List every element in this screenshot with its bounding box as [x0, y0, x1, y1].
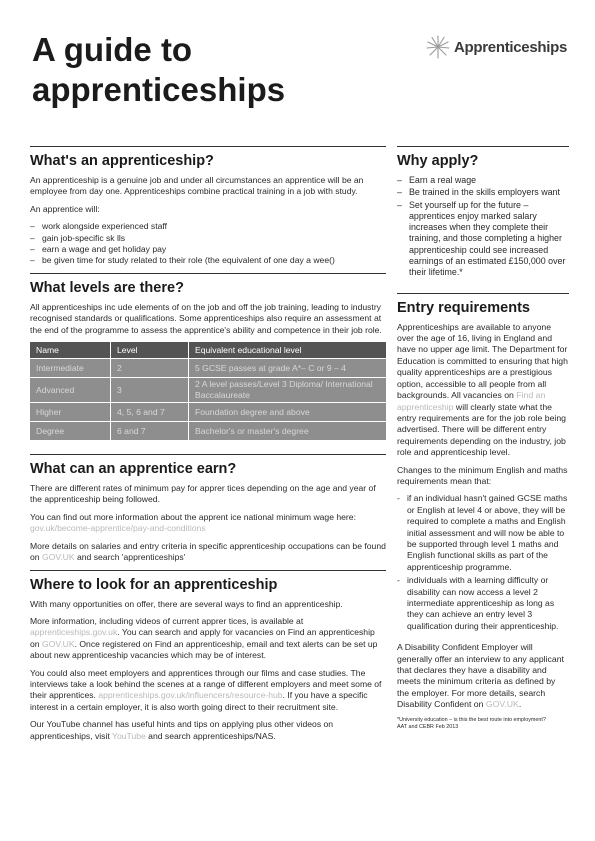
section-why-apply [397, 146, 569, 279]
paragraph: Changes to the minimum English and maths requirements mean that: [397, 464, 568, 486]
starburst-icon [425, 34, 451, 60]
text: . You can search and apply for vacancies on Find an apprenticeship on [30, 627, 375, 649]
table-cell: Foundation degree and above [189, 402, 386, 421]
youtube-link[interactable]: YouTube [112, 730, 146, 741]
text: . If you have a specific interest in a certain employer, it is also worth going direct to their recruitment site. [30, 690, 368, 712]
paragraph: There are different rates of minimum pay for apprer tices depending on the age and year of the apprenticeship being followed. [30, 483, 376, 505]
right-column [397, 146, 569, 737]
paragraph [397, 322, 569, 459]
table-cell: 2 [111, 358, 189, 377]
table-cell: 5 GCSE passes at grade A*– C or 9 – 4 [189, 358, 386, 377]
section-heading: Entry requirements [397, 299, 530, 316]
text: You could also meet employers and apprentices through our films and case studies. The interviews take a look behind the scenes at a range of different employers and meet some of their apprentices. [30, 667, 382, 701]
section-heading: What can an apprentice earn? [30, 461, 237, 478]
table-cell: Bachelor's or master's degree [189, 421, 386, 440]
list-item: – Be trained in the skills employers want [397, 187, 569, 198]
table-cell: 3 [111, 377, 189, 402]
paragraph [30, 668, 386, 714]
text: . Once registered on Find an apprenticeship, email and text alerts can be set up about new apprenticeship vacancies which may be of interest. [30, 638, 378, 661]
paragraph [30, 719, 386, 742]
footnote [397, 717, 569, 731]
table-header-row [30, 342, 386, 358]
table-row [30, 421, 386, 440]
text: You can find out more information about the apprent ice national minimum wage here: [30, 511, 356, 522]
gov-uk-link[interactable]: GOV.UK [41, 552, 75, 563]
section-heading: What's an apprenticeship? [30, 153, 214, 169]
text: Apprenticeships are available to anyone over the age of 16, living in England and have no upper age limit. The Department for Education is committed to ensuring that high quality apprenticeships are a prestigious option, accessible to all people from all backgrounds. All vacancies on [397, 321, 568, 401]
apprenticeships-site-link[interactable]: apprenticeships.gov.uk [30, 627, 118, 638]
table-cell: Higher [30, 402, 111, 421]
table-row [30, 358, 386, 377]
requirements-list [397, 493, 569, 632]
table-cell: Degree [30, 421, 111, 440]
list-item: – gain job-specific sk lls [30, 233, 386, 244]
text: Our YouTube channel has useful hints and tips on applying plus other videos on apprenticeships, visit [30, 719, 334, 741]
paragraph: An apprenticeship is a genuine job and under all circumstances an apprentice will be an employee from day one. Apprenticeships combine practical training in a job with study. [30, 175, 364, 197]
page-title [32, 30, 362, 110]
section-whats-an-apprenticeship [30, 146, 386, 267]
column-header: Equivalent educational level [189, 342, 386, 358]
resource-hub-link[interactable]: apprenticeships.gov.uk/influencers/resource-hub [98, 690, 283, 701]
text: and search 'apprenticeships' [74, 552, 186, 563]
gov-uk-link[interactable]: GOV.UK [41, 638, 75, 649]
section-earn [30, 454, 386, 563]
gov-uk-link[interactable]: GOV.UK [485, 699, 519, 710]
section-heading: Where to look for an apprenticeship [30, 576, 278, 593]
paragraph [30, 616, 386, 662]
title-line-1: A guide to [32, 31, 193, 68]
section-heading: What levels are there? [30, 279, 184, 296]
list-item: – work alongside experienced staff [30, 221, 386, 232]
section-heading: Why apply? [397, 153, 479, 169]
column-header: Name [30, 342, 111, 358]
minimum-wage-link[interactable]: gov.uk/become-apprentice/pay-and-conditions [30, 523, 206, 534]
table-row [30, 402, 386, 421]
section-where-to-look [30, 570, 386, 742]
text: will clearly state what the entry requirements are for the job role being advertised. There will be different entry requirements depending on the industry, job role and apprenticeship level. [397, 401, 567, 458]
table-cell: 6 and 7 [111, 421, 189, 440]
apprentice-will-list [30, 221, 386, 267]
footnote-line: *University education – is this the best route into employment? [397, 716, 546, 723]
paragraph [30, 541, 386, 564]
footnote-line: AAT and CEBR Feb 2013 [397, 723, 459, 730]
apprenticeships-logo [425, 32, 567, 62]
text: and search apprenticeships/NAS. [145, 730, 276, 741]
text: . [518, 699, 522, 710]
text: More details on salaries and entry criteria in specific apprenticeship occupations can be found on [30, 540, 386, 563]
list-item: - if an individual hasn't gained GCSE maths or English at level 4 or above, they will be required to complete a maths and English initial assessment and will now be able to be supported through level 1 maths and English functional skills as part of the apprenticeship programme. [397, 493, 569, 573]
list-item: – earn a wage and get holiday pay [30, 244, 386, 255]
paragraph [397, 642, 569, 710]
paragraph: An apprentice will: [30, 203, 100, 214]
column-header: Level [111, 342, 189, 358]
logo-text: Apprenticeships [454, 38, 568, 56]
section-entry-requirements [397, 293, 569, 731]
text: More information, including videos of current apprer tices, is available at [30, 615, 304, 626]
table-cell: Advanced [30, 377, 111, 402]
section-levels [30, 273, 386, 440]
left-column [30, 146, 386, 748]
table-row [30, 377, 386, 402]
paragraph [30, 512, 386, 535]
title-line-2: apprenticeships [32, 71, 286, 108]
find-apprenticeship-link[interactable]: Find an apprenticeship [397, 390, 546, 412]
levels-table [30, 342, 386, 440]
table-cell: 2 A level passes/Level 3 Diploma/ International Baccalaureate [189, 377, 386, 402]
why-apply-list [397, 175, 569, 279]
text: A Disability Confident Employer will generally offer an interview to any applicant that declares they have a disability and meets the minimum criteria as defined by the employer. For more details, search Disability Confident on [397, 642, 564, 710]
table-cell: 4, 5, 6 and 7 [111, 402, 189, 421]
list-item: – be given time for study related to their role (the equivalent of one day a wee() [30, 255, 386, 266]
paragraph: All apprenticeships inc ude elements of on the job and off the job training, leading to industry recognised standards or qualifications. Some apprenticeships also require an assessment at the end of the programme to assess the apprentice's ability and competence in their job role. [30, 301, 382, 335]
list-item: – Earn a real wage [397, 175, 569, 186]
list-item: – Set yourself up for the future – apprentices enjoy marked salary increases when they complete their training, and those completing a higher apprenticeship could see increased earnings of an estimated £150,000 over their lifetime.* [397, 200, 569, 279]
paragraph: With many opportunities on offer, there are several ways to find an apprenticeship. [30, 598, 343, 609]
table-cell: Intermediate [30, 358, 111, 377]
list-item: - individuals with a learning difficulty or disability can now access a level 2 intermediate apprenticeship as long as they can achieve an entry level 3 qualification during their apprenticeship. [397, 575, 569, 632]
